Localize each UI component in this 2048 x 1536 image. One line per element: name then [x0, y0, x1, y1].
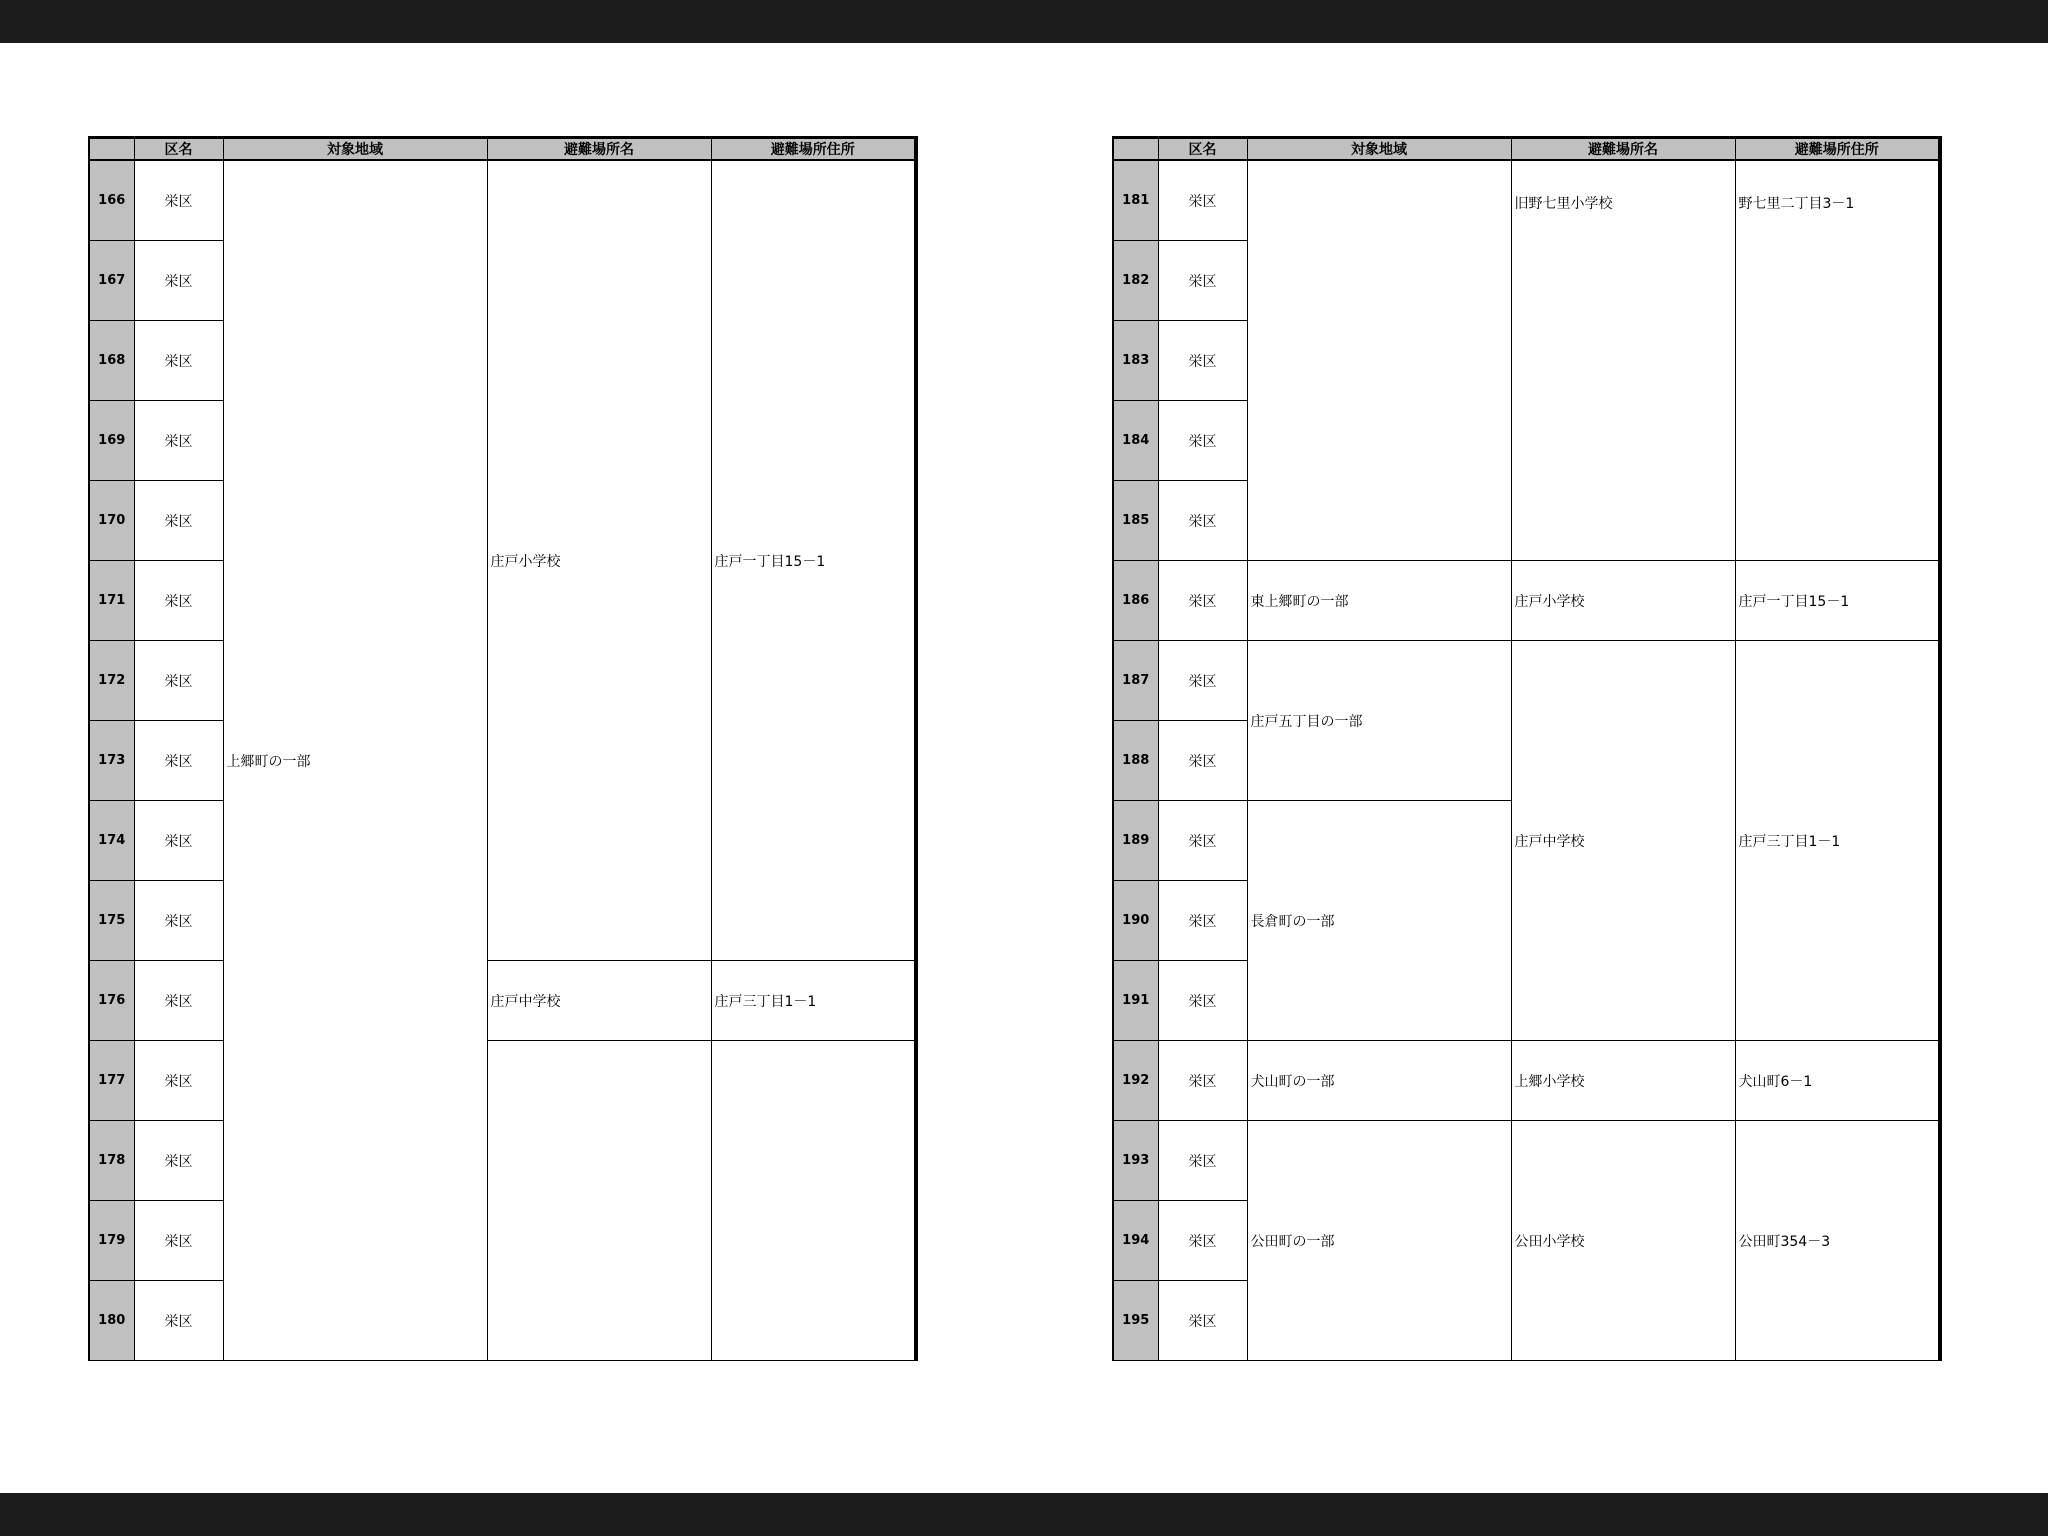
- header-target-area: 対象地域: [1247, 138, 1511, 161]
- ward-cell: 栄区: [1158, 561, 1247, 641]
- header-shelter-name: 避難場所名: [1511, 138, 1735, 161]
- ward-cell: 栄区: [1158, 641, 1247, 721]
- ward-cell: 栄区: [1158, 321, 1247, 401]
- shelter-address-cell: 犬山町6－1: [1735, 1041, 1940, 1121]
- table-header-row: [1113, 138, 1940, 161]
- row-number: 190: [1113, 881, 1158, 961]
- header-ward: 区名: [1158, 138, 1247, 161]
- table-row: [1113, 1121, 1940, 1201]
- ward-cell: 栄区: [1158, 721, 1247, 801]
- shelter-name-cell: 庄戸中学校: [487, 961, 711, 1041]
- ward-cell: 栄区: [1158, 881, 1247, 961]
- shelter-name-cell: 公田小学校: [1511, 1121, 1735, 1361]
- table-row: [89, 1041, 916, 1121]
- row-number: 168: [89, 321, 134, 401]
- shelter-address-cell: 野七里二丁目3－1: [1735, 160, 1940, 561]
- target-area-cell: 庄戸五丁目の一部: [1247, 641, 1511, 801]
- shelter-address-cell: 庄戸一丁目15－1: [1735, 561, 1940, 641]
- shelter-name-cell: 庄戸小学校: [1511, 561, 1735, 641]
- ward-cell: 栄区: [134, 241, 223, 321]
- shelter-table-left: [88, 136, 918, 1361]
- ward-cell: 栄区: [134, 160, 223, 241]
- row-number: 193: [1113, 1121, 1158, 1201]
- row-number: 169: [89, 401, 134, 481]
- table-row: [1113, 561, 1940, 641]
- shelter-address-cell: [711, 1041, 916, 1361]
- table-header-row: [89, 138, 916, 161]
- ward-cell: 栄区: [1158, 1041, 1247, 1121]
- header-shelter-address: 避難場所住所: [711, 138, 916, 161]
- ward-cell: 栄区: [134, 801, 223, 881]
- header-number: [89, 138, 134, 161]
- ward-cell: 栄区: [134, 1201, 223, 1281]
- shelter-address-cell: 庄戸三丁目1－1: [711, 961, 916, 1041]
- header-shelter-name: 避難場所名: [487, 138, 711, 161]
- row-number: 188: [1113, 721, 1158, 801]
- row-number: 179: [89, 1201, 134, 1281]
- ward-cell: 栄区: [134, 1041, 223, 1121]
- ward-cell: 栄区: [134, 1281, 223, 1361]
- header-shelter-address: 避難場所住所: [1735, 138, 1940, 161]
- row-number: 187: [1113, 641, 1158, 721]
- row-number: 180: [89, 1281, 134, 1361]
- ward-cell: 栄区: [1158, 401, 1247, 481]
- row-number: 183: [1113, 321, 1158, 401]
- table-row: [1113, 641, 1940, 721]
- row-number: 184: [1113, 401, 1158, 481]
- row-number: 166: [89, 160, 134, 241]
- shelter-table-right: [1112, 136, 1942, 1361]
- header-target-area: 対象地域: [223, 138, 487, 161]
- ward-cell: 栄区: [1158, 241, 1247, 321]
- row-number: 167: [89, 241, 134, 321]
- ward-cell: 栄区: [1158, 1121, 1247, 1201]
- shelter-name-cell: 旧野七里小学校: [1511, 160, 1735, 561]
- ward-cell: 栄区: [1158, 1201, 1247, 1281]
- row-number: 186: [1113, 561, 1158, 641]
- table-row: [89, 961, 916, 1041]
- ward-cell: 栄区: [134, 641, 223, 721]
- ward-cell: 栄区: [134, 401, 223, 481]
- table-row: [1113, 1041, 1940, 1121]
- ward-cell: 栄区: [1158, 481, 1247, 561]
- target-area-cell: 東上郷町の一部: [1247, 561, 1511, 641]
- table-row: [89, 160, 916, 241]
- viewer-top-bar: [0, 0, 2048, 43]
- ward-cell: 栄区: [1158, 801, 1247, 881]
- row-number: 195: [1113, 1281, 1158, 1361]
- ward-cell: 栄区: [134, 1121, 223, 1201]
- shelter-name-cell: 上郷小学校: [1511, 1041, 1735, 1121]
- target-area-cell: 上郷町の一部: [223, 160, 487, 1361]
- ward-cell: 栄区: [134, 321, 223, 401]
- row-number: 185: [1113, 481, 1158, 561]
- target-area-cell: [1247, 160, 1511, 561]
- row-number: 177: [89, 1041, 134, 1121]
- row-number: 172: [89, 641, 134, 721]
- shelter-name-cell: 庄戸小学校: [487, 160, 711, 961]
- row-number: 181: [1113, 160, 1158, 241]
- shelter-name-cell: [487, 1041, 711, 1361]
- row-number: 194: [1113, 1201, 1158, 1281]
- row-number: 176: [89, 961, 134, 1041]
- target-area-cell: 公田町の一部: [1247, 1121, 1511, 1361]
- shelter-address-cell: 公田町354－3: [1735, 1121, 1940, 1361]
- shelter-address-cell: 庄戸三丁目1－1: [1735, 641, 1940, 1041]
- shelter-name-cell: 庄戸中学校: [1511, 641, 1735, 1041]
- ward-cell: 栄区: [134, 961, 223, 1041]
- ward-cell: 栄区: [134, 881, 223, 961]
- ward-cell: 栄区: [1158, 1281, 1247, 1361]
- row-number: 189: [1113, 801, 1158, 881]
- row-number: 178: [89, 1121, 134, 1201]
- row-number: 170: [89, 481, 134, 561]
- target-area-cell: 犬山町の一部: [1247, 1041, 1511, 1121]
- row-number: 191: [1113, 961, 1158, 1041]
- row-number: 192: [1113, 1041, 1158, 1121]
- row-number: 182: [1113, 241, 1158, 321]
- row-number: 173: [89, 721, 134, 801]
- viewer-bottom-bar: [0, 1493, 2048, 1536]
- ward-cell: 栄区: [134, 561, 223, 641]
- row-number: 175: [89, 881, 134, 961]
- ward-cell: 栄区: [1158, 160, 1247, 241]
- ward-cell: 栄区: [1158, 961, 1247, 1041]
- shelter-address-cell: 庄戸一丁目15－1: [711, 160, 916, 961]
- header-number: [1113, 138, 1158, 161]
- table-row: [1113, 160, 1940, 241]
- header-ward: 区名: [134, 138, 223, 161]
- ward-cell: 栄区: [134, 721, 223, 801]
- ward-cell: 栄区: [134, 481, 223, 561]
- target-area-cell: 長倉町の一部: [1247, 801, 1511, 1041]
- row-number: 171: [89, 561, 134, 641]
- row-number: 174: [89, 801, 134, 881]
